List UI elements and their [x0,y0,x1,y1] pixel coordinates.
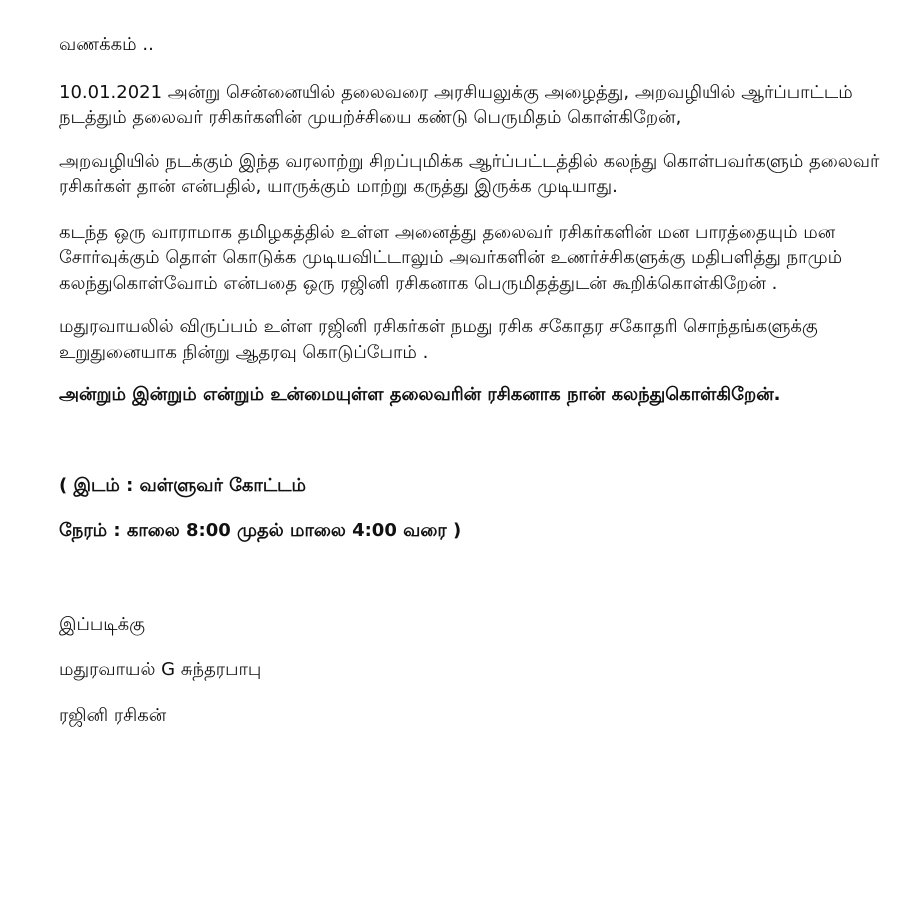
paragraph-support: கடந்த ஒரு வாராமாக தமிழகத்தில் உள்ள அனைத்து தலைவர் ரசிகர்களின் மன பாரத்தையும் மன சோர்வுக்கும் தொள் கொடுக்க முடியவிட்டாலும் அவர்களின் உணர்ச்சிகளுக்கு மதிபளித்து நாமும் கலந்துகொள்வோம் என்பதை ஒரு ரஜினி ரசிகனாக பெருமிதத்துடன் கூறிக்கொள்கிறேன் . [59,221,843,294]
greeting-text: வணக்கம் .. [59,34,154,55]
venue-line: ( இடம் : வள்ளுவர் கோட்டம் [59,474,306,496]
paragraph-commitment: அன்றும் இன்றும் என்றும் உன்மையுள்ள தலைவரின் ரசிகனாக நான் கலந்துகொள்கிறேன். [59,384,781,405]
closing-text: இப்படிக்கு [59,613,146,635]
paragraph-protest-announcement: 10.01.2021 அன்று சென்னையில் தலைவரை அரசியலுக்கு அழைத்து, அறவழியில் ஆர்ப்பாட்டம் நடத்தும் தலைவர் ரசிகர்களின் முயற்ச்சியை கண்டு பெருமிதம் கொள்கிறேன், [59,81,853,128]
paragraph-participants: அறவழியில் நடக்கும் இந்த வரலாற்று சிறப்புமிக்க ஆர்ப்பட்டத்தில் கலந்து கொள்பவர்களும் தலைவர் ரசிகர்கள் தான் என்பதில், யாருக்கும் மாற்று கருத்து இருக்க முடியாது. [59,150,880,197]
paragraph-maduravoyal-fans: மதுரவாயலில் விருப்பம் உள்ள ரஜினி ரசிகர்கள் நமது ரசிக சகோதர சகோதரி சொந்தங்களுக்கு உறுதுனையாக நின்று ஆதரவு கொடுப்போம் . [59,316,818,363]
time-line: நேரம் : காலை 8:00 முதல் மாலை 4:00 வரை ) [59,520,462,541]
signature-title: ரஜினி ரசிகன் [59,704,167,726]
signature-name: மதுரவாயல் G சுந்தரபாபு [59,659,262,680]
